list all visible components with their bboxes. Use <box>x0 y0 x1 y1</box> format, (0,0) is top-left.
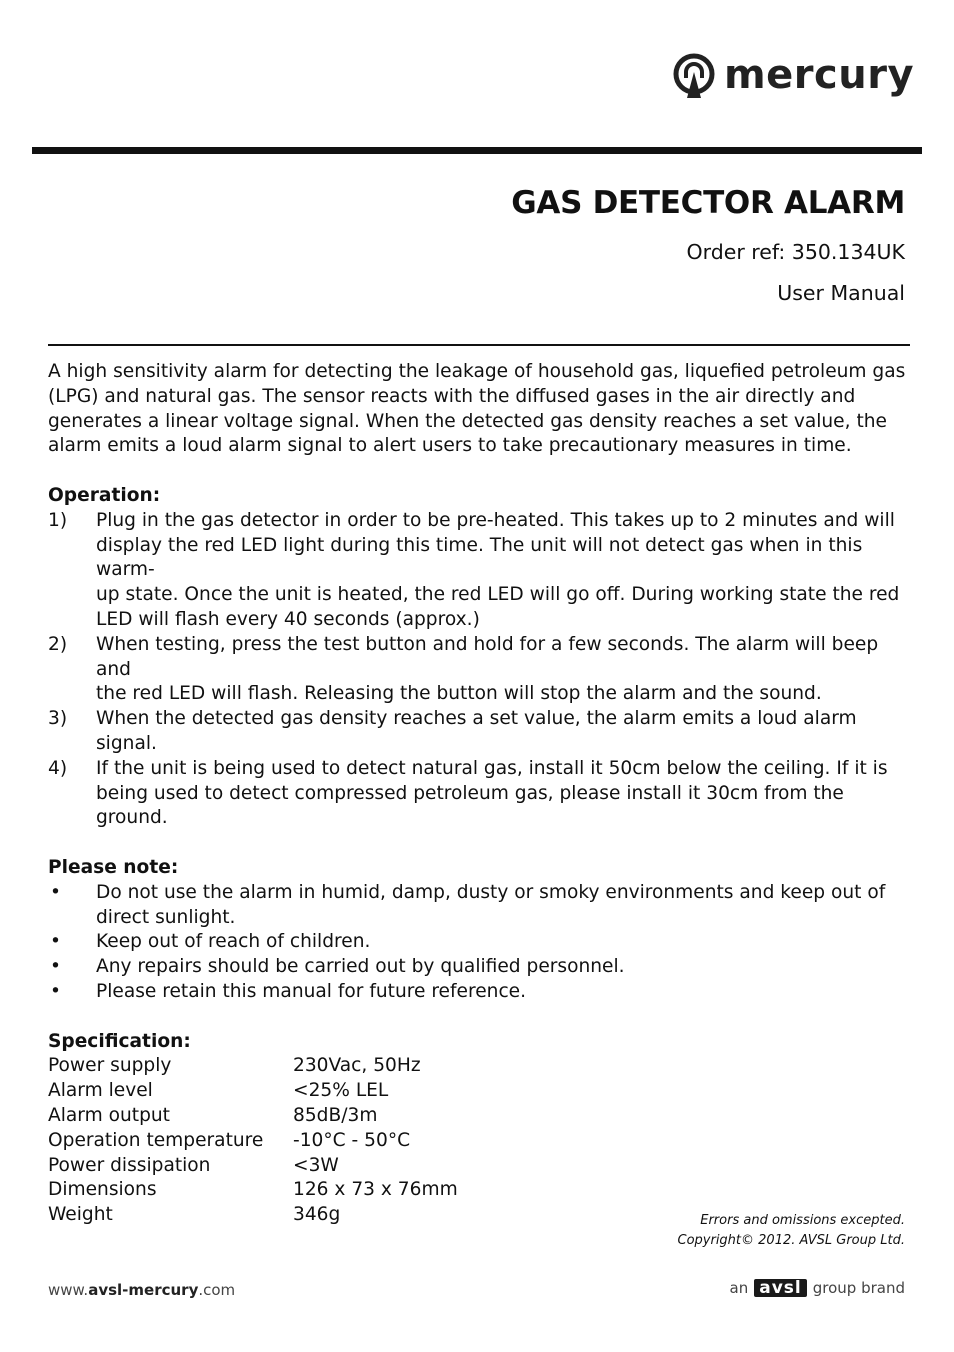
operation-heading: Operation: <box>48 484 161 506</box>
note-line: Keep out of reach of children. <box>96 931 371 953</box>
spec-label: Power supply <box>48 1055 172 1077</box>
item-number: 3) <box>48 708 68 730</box>
website-prefix: www. <box>48 1281 89 1299</box>
spec-value: 85dB/3m <box>293 1104 378 1126</box>
operation-section <box>48 484 918 831</box>
bullet-icon: • <box>50 980 61 1002</box>
intro-line: (LPG) and natural gas. The sensor reacts with the diffused gases in the air directly and <box>48 385 856 407</box>
intro-line: alarm emits a loud alarm signal to alert users to take precautionary measures in time. <box>48 435 852 457</box>
specification-heading: Specification: <box>48 1030 191 1052</box>
spec-row <box>48 1154 918 1179</box>
website-name: avsl-mercury <box>88 1281 199 1299</box>
note-item <box>48 881 918 931</box>
brand-name: mercury <box>724 52 915 98</box>
spec-label: Alarm level <box>48 1080 153 1102</box>
copyright: Copyright© 2012. AVSL Group Ltd. <box>677 1233 905 1248</box>
item-line: If the unit is being used to detect natural gas, install it 50cm below the ceiling. If it is <box>96 757 888 779</box>
note-item <box>48 930 918 955</box>
spec-label: Dimensions <box>48 1179 157 1201</box>
spec-value: <3W <box>293 1154 339 1176</box>
intro-line: generates a linear voltage signal. When the detected gas density reaches a set value, the <box>48 410 887 432</box>
website-suffix: .com <box>198 1281 236 1299</box>
mercury-logo-icon <box>672 50 720 102</box>
spec-row <box>48 1178 918 1203</box>
item-number: 2) <box>48 633 68 655</box>
avsl-brand <box>730 1279 905 1297</box>
body-content <box>48 360 918 1228</box>
note-item <box>48 955 918 980</box>
brand-pre: an <box>729 1279 749 1297</box>
mercury-logo <box>672 50 915 102</box>
spec-value: <25% LEL <box>293 1080 389 1102</box>
item-number: 4) <box>48 757 68 779</box>
operation-item <box>48 509 918 633</box>
item-line: display the red LED light during this time. The unit will not detect gas when in this warm- <box>96 534 863 581</box>
notes-heading: Please note: <box>48 856 179 878</box>
item-line: When testing, press the test button and hold for a few seconds. The alarm will beep and <box>96 633 879 680</box>
item-line: LED will flash every 40 seconds (approx.) <box>96 608 480 630</box>
operation-item <box>48 757 918 831</box>
note-item <box>48 980 918 1005</box>
item-line: When the detected gas density reaches a set value, the alarm emits a loud alarm signal. <box>96 708 857 754</box>
item-line: the red LED will flash. Releasing the button will stop the alarm and the sound. <box>96 683 822 705</box>
spec-row <box>48 1079 918 1104</box>
item-line: Plug in the gas detector in order to be pre-heated. This takes up to 2 minutes and will <box>96 509 895 531</box>
spec-label: Alarm output <box>48 1104 170 1126</box>
header-rule <box>32 147 922 154</box>
spec-value: 346g <box>293 1204 341 1226</box>
note-line: Please retain this manual for future reference. <box>96 980 527 1002</box>
order-ref: Order ref: 350.134UK <box>686 240 905 264</box>
spec-label: Power dissipation <box>48 1154 211 1176</box>
spec-label: Weight <box>48 1204 113 1226</box>
bullet-icon: • <box>50 956 61 978</box>
item-number: 1) <box>48 509 68 531</box>
item-line: being used to detect compressed petroleum gas, please install it 30cm from the ground. <box>96 782 844 829</box>
avsl-logo: avsl <box>754 1279 807 1297</box>
intro-paragraph <box>48 360 918 459</box>
footnote <box>678 1211 906 1251</box>
page-title: GAS DETECTOR ALARM <box>511 185 905 221</box>
note-line: direct sunlight. <box>96 906 236 928</box>
spec-row <box>48 1129 918 1154</box>
spec-value: -10°C - 50°C <box>293 1129 411 1151</box>
spec-row <box>48 1054 918 1079</box>
specification-section <box>48 1030 918 1228</box>
note-line: Any repairs should be carried out by qualified personnel. <box>96 956 625 978</box>
website-link[interactable] <box>48 1281 235 1299</box>
spec-label: Operation temperature <box>48 1129 264 1151</box>
operation-item <box>48 707 918 757</box>
spec-value: 230Vac, 50Hz <box>293 1055 421 1077</box>
spec-row <box>48 1104 918 1129</box>
brand-post: group brand <box>812 1279 905 1297</box>
bullet-icon: • <box>50 881 61 903</box>
note-line: Do not use the alarm in humid, damp, dusty or smoky environments and keep out of <box>96 881 886 903</box>
title-rule <box>48 344 910 346</box>
notes-section <box>48 856 918 1005</box>
spec-value: 126 x 73 x 76mm <box>293 1179 458 1201</box>
document-type: User Manual <box>777 281 905 305</box>
operation-item <box>48 633 918 707</box>
intro-line: A high sensitivity alarm for detecting the leakage of household gas, liquefied petroleum gas <box>48 361 906 382</box>
disclaimer: Errors and omissions excepted. <box>700 1213 905 1228</box>
item-line: up state. Once the unit is heated, the red LED will go off. During working state the red <box>96 584 900 606</box>
bullet-icon: • <box>50 931 61 953</box>
